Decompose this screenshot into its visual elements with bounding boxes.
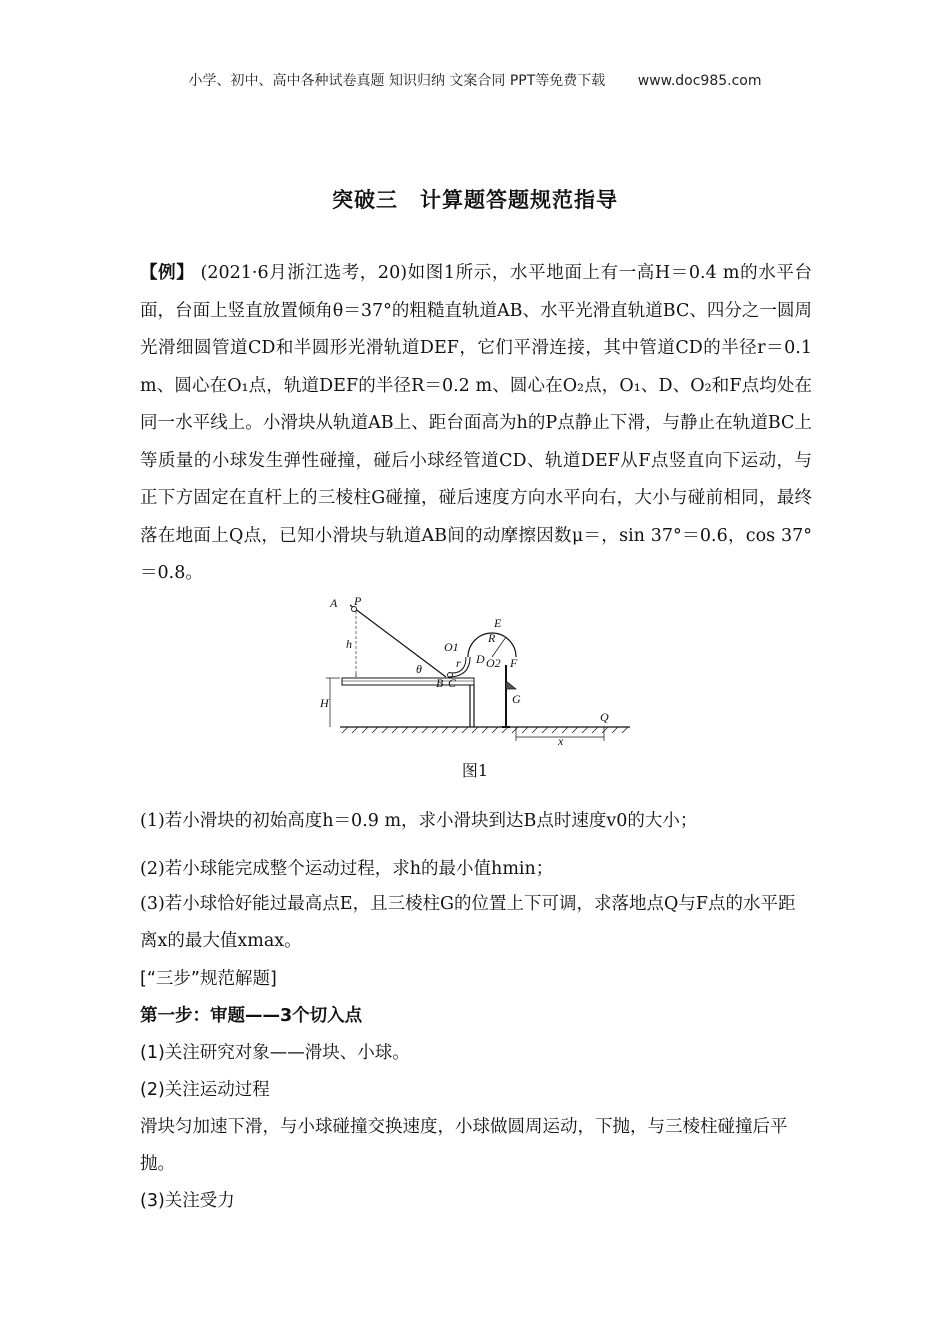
solution-intro: [“三步”规范解题] [140, 969, 277, 989]
label-theta: θ [416, 662, 422, 676]
question-1: (1)若小滑块的初始高度h＝0.9 m，求小滑块到达B点时速度v0的大小； [140, 811, 698, 831]
solution-step-1: 第一步：审题——3个切入点 [140, 1006, 363, 1026]
label-D: D [476, 652, 485, 666]
page-header [0, 70, 950, 90]
header-text: 小学、初中、高中各种试卷真题 知识归纳 文案合同 PPT等免费下载 [188, 73, 606, 89]
figure-caption: 图1 [461, 761, 489, 780]
label-E: E [494, 616, 502, 630]
example-paragraph [140, 255, 812, 593]
label-A: A [330, 596, 338, 610]
solution-point-2: (2)关注运动过程 [140, 1080, 270, 1100]
example-tag: 【例】 [140, 263, 195, 283]
example-text: 如图1所示，水平地面上有一高H＝0.4 m的水平台面，台面上竖直放置倾角θ＝37°的粗糙直轨道AB、水平光滑直轨道BC、四分之一圆周光滑细圆管道CD和半圆形光滑轨道DEF，它们平滑连接，其中管道CD的半径r＝0.1 m、圆心在O₁点，轨道DEF的半径R＝0.2 m、圆心在O₂点，O₁、D、O₂和F点均处在同一水平线上。小滑块从轨道AB上、距台面高为h的P点静止下滑，与静止在轨道BC上等质量的小球发生弹性碰撞，碰后小球经管道CD、轨道DEF从F点竖直向下运动，与正下方固定在直杆上的三棱柱G碰撞，碰后速度方向水平向右，大小与碰前相同，最终落在地面上Q点，已知小滑块与轨道AB间的动摩擦因数μ＝，sin 37°＝0.6，cos 37°＝0.8。 [140, 263, 812, 583]
solution-point-2-detail: 滑块匀加速下滑，与小球碰撞交换速度，小球做圆周运动，下抛，与三棱柱碰撞后平抛。 [140, 1117, 788, 1174]
label-H: H [320, 696, 329, 710]
label-x: x [558, 734, 564, 745]
label-P: P [354, 595, 362, 608]
label-C: C [448, 676, 457, 690]
label-O1: O1 [444, 640, 459, 654]
solution-point-1: (1)关注研究对象——滑块、小球。 [140, 1043, 410, 1063]
page-title: 突破三 计算题答题规范指导 [332, 188, 618, 212]
figure-1-diagram [320, 595, 640, 745]
label-O2: O2 [486, 656, 501, 670]
label-h: h [346, 637, 352, 651]
header-site-link[interactable]: www.doc985.com [637, 73, 762, 89]
solution-point-3: (3)关注受力 [140, 1191, 235, 1211]
label-Q: Q [600, 710, 609, 724]
label-B: B [436, 676, 444, 690]
question-2: (2)若小球能完成整个运动过程，求h的最小值hmin； [140, 859, 554, 879]
label-F: F [510, 656, 518, 670]
label-r: r [456, 656, 461, 670]
label-R: R [488, 631, 496, 645]
question-3: (3)若小球恰好能过最高点E，且三棱柱G的位置上下可调，求落地点Q与F点的水平距离x的最大值xmax。 [140, 894, 796, 951]
label-G: G [512, 692, 521, 706]
example-source: (2021·6月浙江选考，20) [200, 263, 408, 283]
